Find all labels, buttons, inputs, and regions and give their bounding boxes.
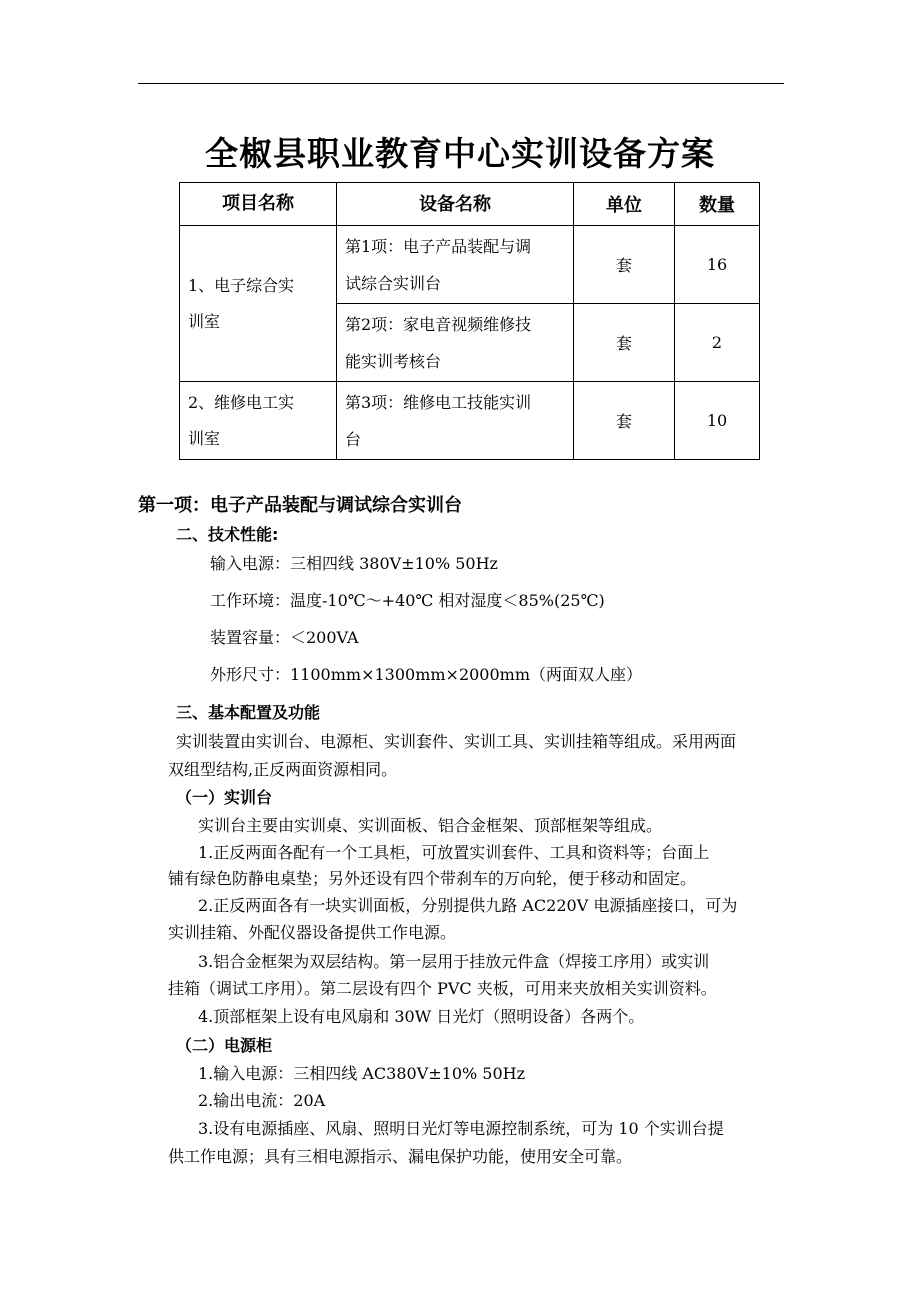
- project-line: 1、电子综合实: [188, 275, 295, 295]
- body-line: 实训挂箱、外配仪器设备提供工作电源。: [168, 923, 457, 942]
- body-line: 供工作电源；具有三相电源指示、漏电保护功能，使用安全可靠。: [168, 1147, 633, 1166]
- project-line: 训室: [188, 428, 221, 448]
- body-line: 2.输出电流：20A: [198, 1091, 326, 1110]
- tech-heading: 二、技术性能:: [176, 525, 279, 544]
- quantity-cell: 16: [675, 226, 760, 304]
- config-heading: 三、基本配置及功能: [176, 703, 321, 722]
- body-line: 实训台主要由实训桌、实训面板、铝合金框架、顶部框架等组成。: [198, 816, 663, 835]
- body-line: 3.设有电源插座、风扇、照明日光灯等电源控制系统，可为 10 个实训台提: [198, 1119, 724, 1138]
- subsection-heading: （一）实训台: [176, 788, 273, 807]
- equipment-line: 能实训考核台: [345, 351, 442, 371]
- equipment-line: 第3项：维修电工技能实训: [345, 392, 532, 412]
- project-line: 训室: [188, 311, 221, 331]
- equipment-cell: [337, 304, 574, 382]
- equipment-cell: [337, 226, 574, 304]
- tech-line: 输入电源：三相四线 380V±10% 50Hz: [210, 554, 498, 573]
- equipment-line: 第2项：家电音视频维修技: [345, 314, 532, 334]
- table-row: [180, 226, 760, 304]
- header-rule: [138, 83, 784, 84]
- table-header-row: [180, 183, 760, 226]
- header-unit: 单位: [574, 183, 675, 226]
- body-line: 1.输入电源：三相四线 AC380V±10% 50Hz: [198, 1064, 526, 1083]
- body-line: 铺有绿色防静电桌垫；另外还设有四个带刹车的万向轮，便于移动和固定。: [168, 869, 697, 888]
- tech-line: 装置容量：＜200VA: [210, 628, 359, 647]
- subsection-heading: （二）电源柜: [176, 1036, 273, 1055]
- config-text: 双组型结构,正反两面资源相同。: [168, 760, 398, 779]
- quantity-cell: 2: [675, 304, 760, 382]
- body-line: 2.正反两面各有一块实训面板，分别提供九路 AC220V 电源插座接口，可为: [198, 896, 738, 915]
- tech-line: 外形尺寸：1100mm×1300mm×2000mm（两面双人座）: [210, 665, 643, 684]
- equipment-table: [179, 182, 760, 460]
- equipment-line: 试综合实训台: [345, 273, 442, 293]
- body-line: 3.铝合金框架为双层结构。第一层用于挂放元件盒（焊接工序用）或实训: [198, 952, 710, 971]
- project-cell: [180, 226, 337, 382]
- equipment-line: 第1项：电子产品装配与调: [345, 236, 532, 256]
- body-line: 4.顶部框架上设有电风扇和 30W 日光灯（照明设备）各两个。: [198, 1007, 645, 1026]
- quantity-cell: 10: [675, 382, 760, 460]
- equipment-line: 台: [345, 429, 362, 449]
- project-cell: [180, 382, 337, 460]
- tech-line: 工作环境：温度-10℃～+40℃ 相对湿度＜85%(25℃): [210, 591, 605, 610]
- header-equipment: 设备名称: [337, 183, 574, 226]
- body-line: 挂箱（调试工序用）。第二层设有四个 PVC 夹板，可用来夹放相关实训资料。: [168, 979, 717, 998]
- unit-cell: 套: [574, 304, 675, 382]
- unit-cell: 套: [574, 226, 675, 304]
- config-text: 实训装置由实训台、电源柜、实训套件、实训工具、实训挂箱等组成。采用两面: [176, 732, 737, 751]
- table-row: [180, 382, 760, 460]
- body-line: 1.正反两面各配有一个工具柜，可放置实训套件、工具和资料等；台面上: [198, 843, 710, 862]
- project-line: 2、维修电工实: [188, 392, 295, 412]
- equipment-cell: [337, 382, 574, 460]
- section-heading: 第一项：电子产品装配与调试综合实训台: [138, 495, 462, 516]
- header-quantity: 数量: [675, 183, 760, 226]
- unit-cell: 套: [574, 382, 675, 460]
- page-title: 全椒县职业教育中心实训设备方案: [205, 134, 715, 173]
- header-project: 项目名称: [180, 183, 337, 226]
